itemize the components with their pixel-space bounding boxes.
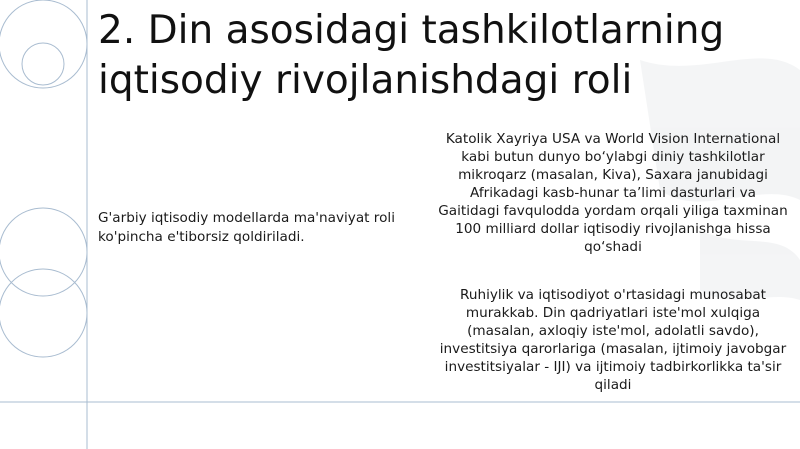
deco-circle-top-large — [0, 0, 87, 88]
right-paragraph-1: Katolik Xayriya USA va World Vision International kabi butun dunyo bo‘ylabgi diniy tashkilotlar mikroqarz (masalan, Kiva), Saxara janubidagi Afrikadagi kasb-hunar ta’limi dasturlari va Gaitidagi favqulodda yordam orqali yiliga taxminan 100 milliard dollar iqtisodiy rivojlanishga hissa qo‘shadi — [438, 131, 788, 255]
slide-title-line-1: 2. Din asosidagi tashkilotlarning — [98, 8, 725, 53]
deco-circle-top-small — [22, 43, 64, 85]
slide-title — [98, 6, 788, 106]
deco-circle-middle — [0, 208, 87, 296]
slide-title-line-2: iqtisodiy rivojlanishdagi roli — [98, 58, 633, 103]
deco-circle-lower — [0, 269, 87, 357]
left-paragraph: G'arbiy iqtisodiy modellarda ma'naviyat roli ko'pincha e'tiborsiz qoldiriladi. — [98, 210, 395, 245]
right-paragraph-2: Ruhiylik va iqtisodiyot o'rtasidagi munosabat murakkab. Din qadriyatlari iste'mol xulqiga (masalan, axloqiy iste'mol, adolatli savdo), investitsiya qarorlariga (masalan, ijtimoiy javobgar investitsiyalar - IJI) va ijtimoiy tadbirkorlikka ta'sir qiladi — [439, 287, 787, 393]
